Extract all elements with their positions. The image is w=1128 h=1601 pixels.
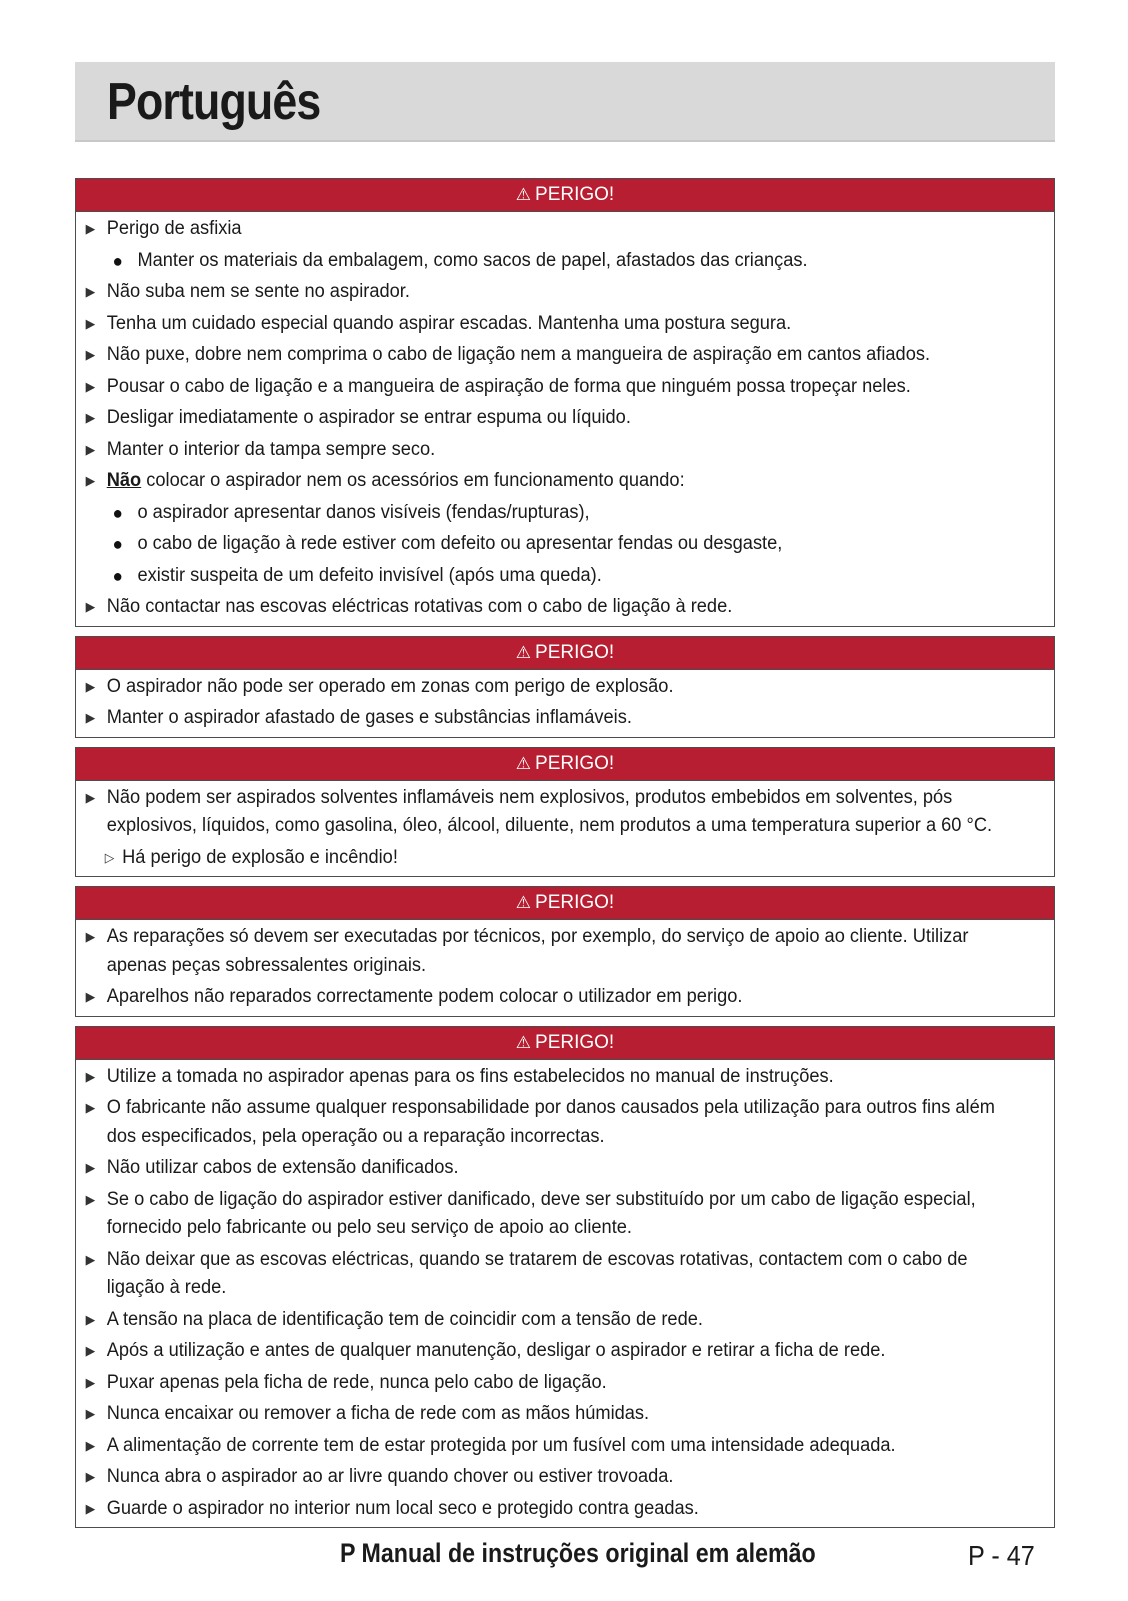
hollow-triangle-bullet-icon: ▷ xyxy=(104,849,115,865)
list-item xyxy=(76,1306,1015,1335)
list-item xyxy=(76,373,1015,402)
danger-heading xyxy=(76,748,1054,781)
danger-heading-label: PERIGO! xyxy=(535,641,615,663)
item-text: Não suba nem se sente no aspirador. xyxy=(106,281,410,302)
list-item xyxy=(76,1063,1015,1092)
danger-body xyxy=(76,670,1054,737)
list-item xyxy=(76,1432,1015,1461)
item-text: Pousar o cabo de ligação e a mangueira de aspiração de forma que ninguém possa tropeçar neles. xyxy=(106,375,911,397)
triangle-bullet-icon: ▶ xyxy=(85,1406,96,1421)
item-text: Guarde o aspirador no interior num local seco e protegido contra geadas. xyxy=(106,1497,699,1519)
danger-heading xyxy=(76,637,1054,670)
list-item xyxy=(76,1154,1015,1183)
emphasis-text: Não xyxy=(106,470,142,491)
list-item xyxy=(76,1246,1015,1303)
list-item xyxy=(76,436,1015,465)
list-item xyxy=(76,467,1015,496)
dot-bullet-icon: ● xyxy=(112,565,123,586)
sub-list-item xyxy=(76,247,1015,276)
triangle-bullet-icon: ▶ xyxy=(85,710,96,725)
triangle-bullet-icon: ▶ xyxy=(85,1437,96,1453)
danger-heading-label: PERIGO! xyxy=(535,1031,615,1053)
triangle-bullet-icon: ▶ xyxy=(85,1191,96,1207)
triangle-bullet-icon: ▶ xyxy=(85,1311,96,1327)
danger-body xyxy=(76,212,1054,626)
item-text: Perigo de asfixia xyxy=(106,218,242,239)
list-item xyxy=(76,593,1015,622)
item-text: O fabricante não assume qualquer responsabilidade por danos causados pela utilização para outros fins além dos especificados, pela operação ou a reparação incorrectas. xyxy=(106,1097,995,1147)
danger-heading xyxy=(76,1027,1054,1060)
item-text: Utilize a tomada no aspirador apenas para os fins estabelecidos no manual de instruções. xyxy=(106,1065,834,1087)
triangle-bullet-icon: ▶ xyxy=(85,1469,96,1484)
danger-body xyxy=(76,1060,1054,1528)
sub-list-item xyxy=(76,530,1015,559)
triangle-bullet-icon: ▶ xyxy=(85,1500,96,1516)
triangle-bullet-icon: ▶ xyxy=(85,599,96,614)
item-text: Não utilizar cabos de extensão danificados. xyxy=(106,1157,459,1178)
triangle-bullet-icon: ▶ xyxy=(85,1343,96,1358)
item-text: A tensão na placa de identificação tem de coincidir com a tensão de rede. xyxy=(106,1308,703,1330)
result-item xyxy=(76,844,1015,873)
item-text: Desligar imediatamente o aspirador se entrar espuma ou líquido. xyxy=(106,407,631,428)
item-text: Puxar apenas pela ficha de rede, nunca pelo cabo de ligação. xyxy=(106,1371,607,1393)
triangle-bullet-icon: ▶ xyxy=(85,410,96,425)
sub-list-item xyxy=(76,562,1015,591)
list-item xyxy=(76,278,1015,307)
triangle-bullet-icon: ▶ xyxy=(85,441,96,457)
item-text: Após a utilização e antes de qualquer manutenção, desligar o aspirador e retirar a ficha de rede. xyxy=(106,1340,886,1361)
item-text: Se o cabo de ligação do aspirador estiver danificado, deve ser substituído por um cabo de ligação especial, fornecido pelo fabricante ou pelo seu serviço de apoio ao cliente. xyxy=(106,1188,976,1238)
item-text: Nunca encaixar ou remover a ficha de rede com as mãos húmidas. xyxy=(106,1403,650,1424)
item-text: Tenha um cuidado especial quando aspirar escadas. Mantenha uma postura segura. xyxy=(106,312,792,334)
item-text: Não deixar que as escovas eléctricas, quando se tratarem de escovas rotativas, contactem com o cabo de ligação à rede. xyxy=(106,1248,968,1298)
item-text: o aspirador apresentar danos visíveis (fendas/rupturas), xyxy=(137,501,590,523)
item-text: As reparações só devem ser executadas por técnicos, por exemplo, do serviço de apoio ao cliente. Utilizar apenas peças sobressalentes originais. xyxy=(106,926,969,976)
footer-title: P Manual de instruções original em alemão xyxy=(340,1538,816,1568)
item-text: O aspirador não pode ser operado em zonas com perigo de explosão. xyxy=(106,675,674,697)
item-text: Aparelhos não reparados correctamente podem colocar o utilizador em perigo. xyxy=(106,986,743,1007)
triangle-bullet-icon: ▶ xyxy=(85,1374,96,1390)
warning-triangle-icon: ⚠ xyxy=(515,185,532,204)
danger-heading-label: PERIGO! xyxy=(535,184,615,205)
danger-heading xyxy=(76,887,1054,920)
triangle-bullet-icon: ▶ xyxy=(85,347,96,362)
triangle-bullet-icon: ▶ xyxy=(85,1100,96,1115)
item-text: Nunca abra o aspirador ao ar livre quando chover ou estiver trovoada. xyxy=(106,1466,674,1487)
triangle-bullet-icon: ▶ xyxy=(85,789,96,805)
danger-box xyxy=(75,636,1055,738)
triangle-bullet-icon: ▶ xyxy=(85,929,96,944)
danger-body xyxy=(76,920,1054,1016)
page-title: Português xyxy=(107,73,321,131)
item-text: o cabo de ligação à rede estiver com defeito ou apresentar fendas ou desgaste, xyxy=(137,533,783,554)
triangle-bullet-icon: ▶ xyxy=(85,678,96,694)
item-text: Manter o interior da tampa sempre seco. xyxy=(106,438,436,460)
list-item xyxy=(76,704,1015,733)
list-item xyxy=(76,1369,1015,1398)
warning-triangle-icon: ⚠ xyxy=(515,753,532,773)
item-text: Não contactar nas escovas eléctricas rotativas com o cabo de ligação à rede. xyxy=(106,596,733,617)
danger-box xyxy=(75,178,1055,627)
item-text: Manter o aspirador afastado de gases e substâncias inflamáveis. xyxy=(106,707,632,728)
list-item xyxy=(76,1495,1015,1524)
triangle-bullet-icon: ▶ xyxy=(85,1068,96,1084)
sub-list-item xyxy=(76,499,1015,528)
dot-bullet-icon: ● xyxy=(112,534,123,554)
danger-heading-label: PERIGO! xyxy=(535,752,615,774)
item-text: colocar o aspirador nem os acessórios em funcionamento quando: xyxy=(141,470,685,491)
dot-bullet-icon: ● xyxy=(112,250,123,271)
triangle-bullet-icon: ▶ xyxy=(85,473,96,488)
item-text: Não podem ser aspirados solventes inflamáveis nem explosivos, produtos embebidos em solventes, pós explosivos, líquidos, como gasolina, óleo, álcool, diluente, nem produtos a uma temperatura superior a 60 °C. xyxy=(106,786,993,836)
warning-triangle-icon: ⚠ xyxy=(515,1032,532,1052)
list-item xyxy=(76,983,1015,1012)
list-item xyxy=(76,341,1015,370)
list-item xyxy=(76,1186,1015,1243)
item-text: Não puxe, dobre nem comprima o cabo de ligação nem a mangueira de aspiração em cantos afiados. xyxy=(106,344,931,365)
triangle-bullet-icon: ▶ xyxy=(85,989,96,1004)
page-number: P - 47 xyxy=(968,1540,1035,1571)
list-item xyxy=(76,1400,1015,1429)
dot-bullet-icon: ● xyxy=(112,502,123,523)
danger-box xyxy=(75,747,1055,878)
triangle-bullet-icon: ▶ xyxy=(85,284,96,299)
warning-triangle-icon: ⚠ xyxy=(515,642,532,662)
danger-box xyxy=(75,886,1055,1017)
danger-heading xyxy=(76,179,1054,212)
list-item xyxy=(76,1463,1015,1492)
triangle-bullet-icon: ▶ xyxy=(85,1251,96,1267)
item-text: Há perigo de explosão e incêndio! xyxy=(122,846,398,868)
item-text: A alimentação de corrente tem de estar protegida por um fusível com uma intensidade adequada. xyxy=(106,1434,896,1456)
item-text: Manter os materiais da embalagem, como sacos de papel, afastados das crianças. xyxy=(137,249,808,271)
list-item xyxy=(76,215,1015,244)
triangle-bullet-icon: ▶ xyxy=(85,1160,96,1175)
danger-body xyxy=(76,781,1054,877)
warning-triangle-icon: ⚠ xyxy=(515,893,532,912)
triangle-bullet-icon: ▶ xyxy=(85,378,96,394)
list-item xyxy=(76,923,1015,980)
list-item xyxy=(76,673,1015,702)
list-item xyxy=(76,404,1015,433)
triangle-bullet-icon: ▶ xyxy=(85,221,96,236)
list-item xyxy=(76,310,1015,339)
warning-sections xyxy=(75,178,1055,1537)
list-item xyxy=(76,784,1015,841)
triangle-bullet-icon: ▶ xyxy=(85,315,96,331)
danger-heading-label: PERIGO! xyxy=(535,892,615,913)
danger-box xyxy=(75,1026,1055,1529)
language-header xyxy=(75,62,1055,142)
list-item xyxy=(76,1337,1015,1366)
item-text: existir suspeita de um defeito invisível (após uma queda). xyxy=(137,564,602,586)
list-item xyxy=(76,1094,1015,1151)
